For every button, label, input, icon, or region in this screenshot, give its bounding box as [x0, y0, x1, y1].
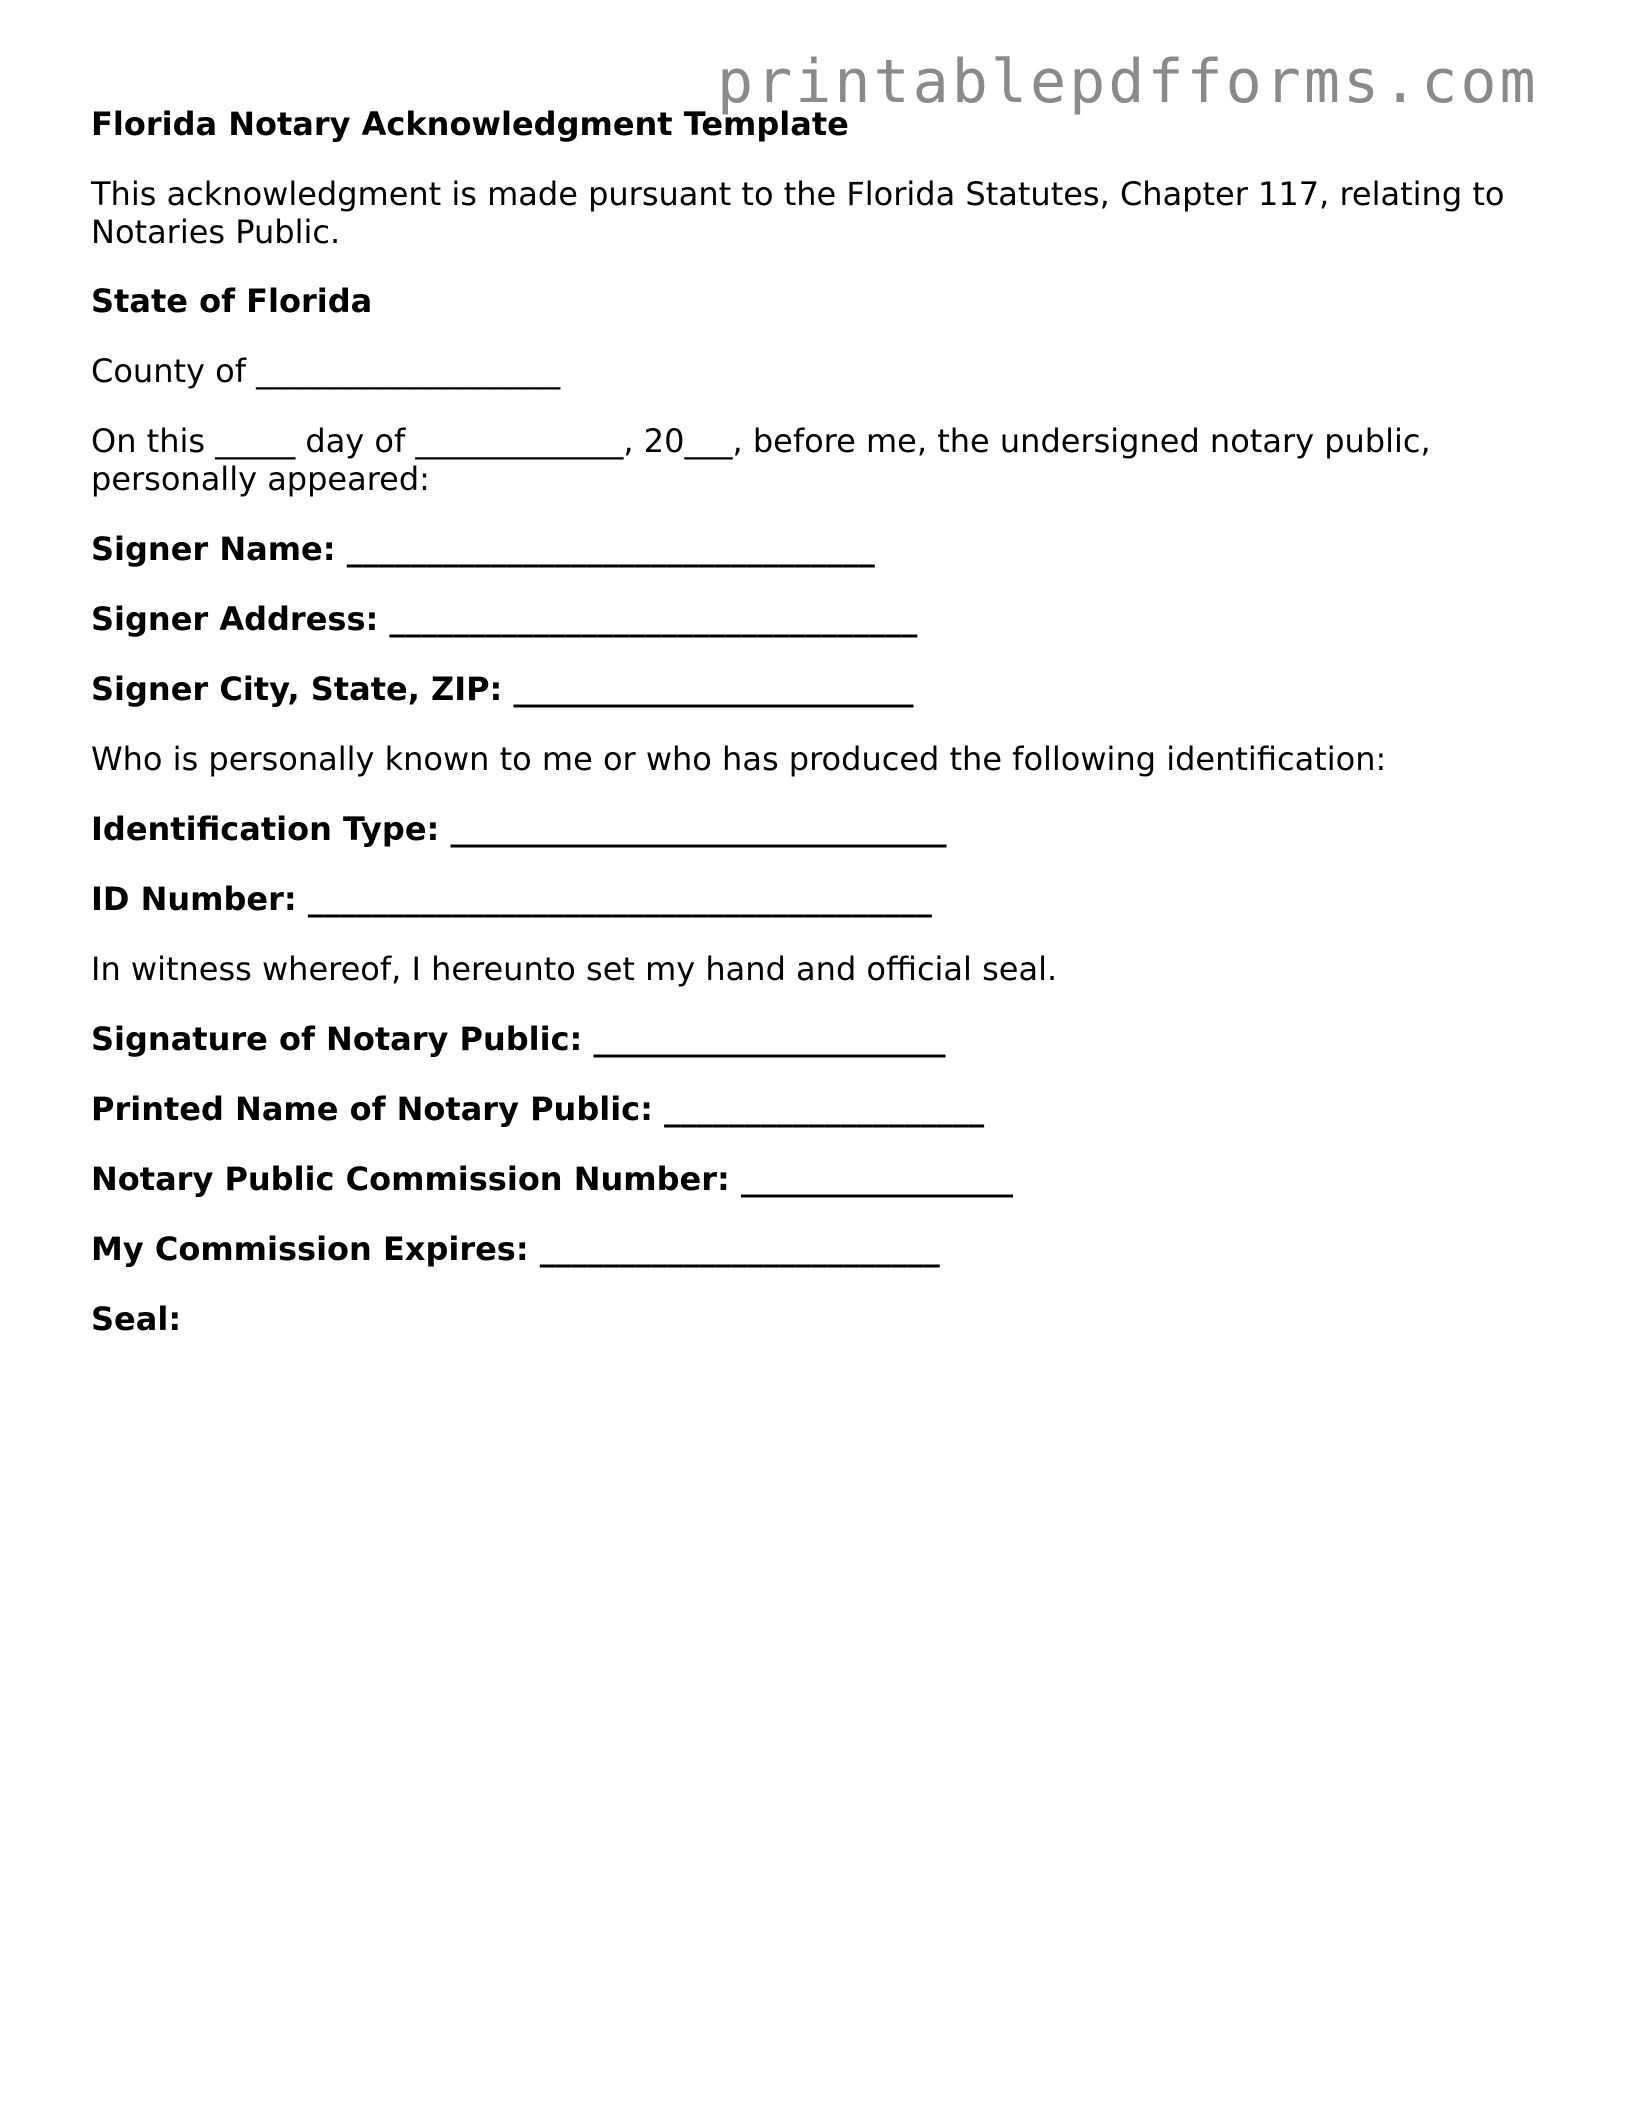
signer-address-label: Signer Address:: [91, 600, 379, 638]
notary-signature-field: [91, 1020, 945, 1058]
signer-city-state-zip-label: Signer City, State, ZIP:: [91, 670, 503, 708]
watermark: printablepdfforms.com: [717, 47, 1539, 117]
identification-type-label: Identification Type:: [91, 810, 440, 848]
county-field: [91, 352, 560, 390]
seal-label: Seal:: [91, 1300, 182, 1338]
commission-number-blank[interactable]: _________________: [740, 1160, 1013, 1198]
identification-paragraph: Who is personally known to me or who has produced the following identification:: [91, 740, 1387, 778]
commission-number-label: Notary Public Commission Number:: [91, 1160, 730, 1198]
document-title: Florida Notary Acknowledgment Template: [91, 105, 849, 143]
notary-signature-label: Signature of Notary Public:: [91, 1020, 583, 1058]
commission-expires-blank[interactable]: _________________________: [539, 1230, 940, 1268]
county-blank[interactable]: ___________________: [256, 352, 561, 390]
signer-address-field: [91, 600, 917, 638]
county-label: County of: [91, 352, 246, 390]
signer-address-blank[interactable]: _________________________________: [389, 600, 918, 638]
commission-number-field: [91, 1160, 1013, 1198]
notary-signature-blank[interactable]: ______________________: [593, 1020, 946, 1058]
intro-paragraph: This acknowledgment is made pursuant to the Florida Statutes, Chapter 117, relating to Notaries Public.: [91, 175, 1505, 251]
notary-printed-name-label: Printed Name of Notary Public:: [91, 1090, 653, 1128]
signer-name-blank[interactable]: _________________________________: [346, 530, 875, 568]
id-number-label: ID Number:: [91, 880, 297, 918]
commission-expires-label: My Commission Expires:: [91, 1230, 529, 1268]
signer-city-state-zip-field: [91, 670, 913, 708]
signer-name-label: Signer Name:: [91, 530, 336, 568]
identification-type-field: [91, 810, 946, 848]
id-number-field: [91, 880, 932, 918]
appearance-paragraph: On this _____ day of _____________, 20___, before me, the undersigned notary public, personally appeared:: [91, 422, 1431, 498]
notary-printed-name-field: [91, 1090, 984, 1128]
notary-printed-name-blank[interactable]: ____________________: [664, 1090, 985, 1128]
signer-name-field: [91, 530, 875, 568]
signer-city-state-zip-blank[interactable]: _________________________: [513, 670, 914, 708]
identification-type-blank[interactable]: _______________________________: [450, 810, 947, 848]
commission-expires-field: [91, 1230, 940, 1268]
witness-paragraph: In witness whereof, I hereunto set my hand and official seal.: [91, 950, 1058, 988]
id-number-blank[interactable]: _______________________________________: [307, 880, 932, 918]
state-heading: State of Florida: [91, 282, 373, 320]
